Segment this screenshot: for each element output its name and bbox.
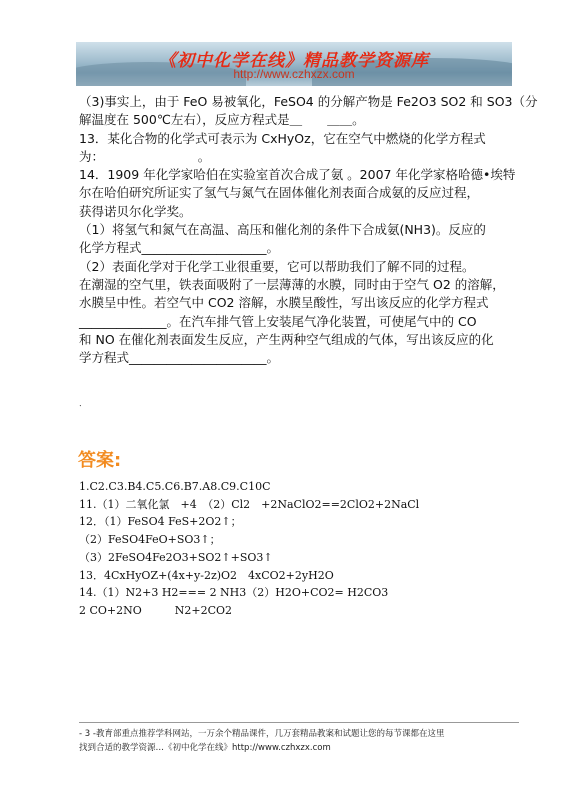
answer-line: （3）2FeSO4Fe2O3+SO2↑+SO3↑ — [79, 550, 273, 564]
footer-line: 找到合适的教学资源…《初中化学在线》http://www.czhxzx.com — [79, 743, 331, 753]
answer-line: 11.（1）二氧化氯 +4 （2）Cl2 +2NaClO2==2ClO2+2NaCl — [79, 497, 420, 511]
answer-line: （2）FeSO4FeO+SO3↑； — [79, 533, 221, 547]
answer-line: 1.C2.C3.B4.C5.C6.B7.A8.C9.C10C — [79, 480, 271, 493]
question-line: 在潮湿的空气里，铁表面吸附了一层薄薄的水膜，同时由于空气 O2 的溶解， — [79, 276, 505, 292]
answer-block — [79, 478, 519, 620]
answer-line: 2 CO+2NO N2+2CO2 — [79, 603, 233, 617]
answer-line: 14.（1）N2+3 H2=== 2 NH3（2）H2O+CO2= H2CO3 — [79, 586, 389, 600]
banner-url: http://www.czhxzx.com — [233, 67, 355, 81]
question-line: 化学方程式____________________。 — [79, 240, 280, 256]
question-line: ______________。在汽车排气管上安装尾气净化装置，可使尾气中的 CO — [79, 313, 477, 329]
page-footer — [79, 727, 519, 755]
footer-line: - 3 -教育部重点推荐学科网站，一万余个精品课件，几万套精品教案和试题让您的每节课都在这里 — [79, 729, 445, 739]
question-line: 尔在哈伯研究所证实了氢气与氮气在固体催化剂表面合成氨的反应过程， — [79, 185, 480, 201]
footer-divider — [79, 722, 519, 723]
header-banner — [76, 42, 512, 86]
stray-mark: ． — [79, 399, 89, 409]
question-block — [79, 93, 538, 367]
question-line: （3)事实上，由于 FeO 易被氧化，FeSO4 的分解产物是 Fe2O3 SO2 和 SO3（分 — [79, 94, 538, 109]
question-line: 学方程式______________________。 — [79, 350, 280, 366]
question-line: 水膜呈中性。若空气中 CO2 溶解，水膜呈酸性，写出该反应的化学方程式 — [79, 295, 489, 311]
question-line: （1）将氢气和氮气在高温、高压和催化剂的条件下合成氨(NH3)。反应的 — [79, 222, 486, 238]
answer-line: 12．（1）FeSO4 FeS+2O2↑； — [79, 515, 242, 529]
question-line: 和 NO 在催化剂表面发生反应，产生两种空气组成的气体，写出该反应的化 — [79, 331, 494, 347]
answer-line: 13．4CxHyOZ+(4x+y-2z)O2 4xCO2+2yH2O — [79, 568, 334, 582]
question-line: 14．1909 年化学家哈伯在实验室首次合成了氨 。2007 年化学家格哈德•埃特 — [79, 167, 516, 183]
question-line: 13．某化合物的化学式可表示为 CxHyOz，它在空气中燃烧的化学方程式 — [79, 130, 486, 146]
answer-heading: 答案: — [78, 450, 122, 471]
question-line: 为： 。 — [79, 148, 211, 164]
question-line: 获得诺贝尔化学奖。 — [79, 203, 192, 219]
question-line: （2）表面化学对于化学工业很重要，它可以帮助我们了解不同的过程。 — [79, 258, 475, 274]
banner-title: 《初中化学在线》精品教学资源库 — [159, 51, 429, 71]
question-line: 解温度在 500℃左右），反应方程式是＿ ＿＿。 — [79, 112, 365, 128]
